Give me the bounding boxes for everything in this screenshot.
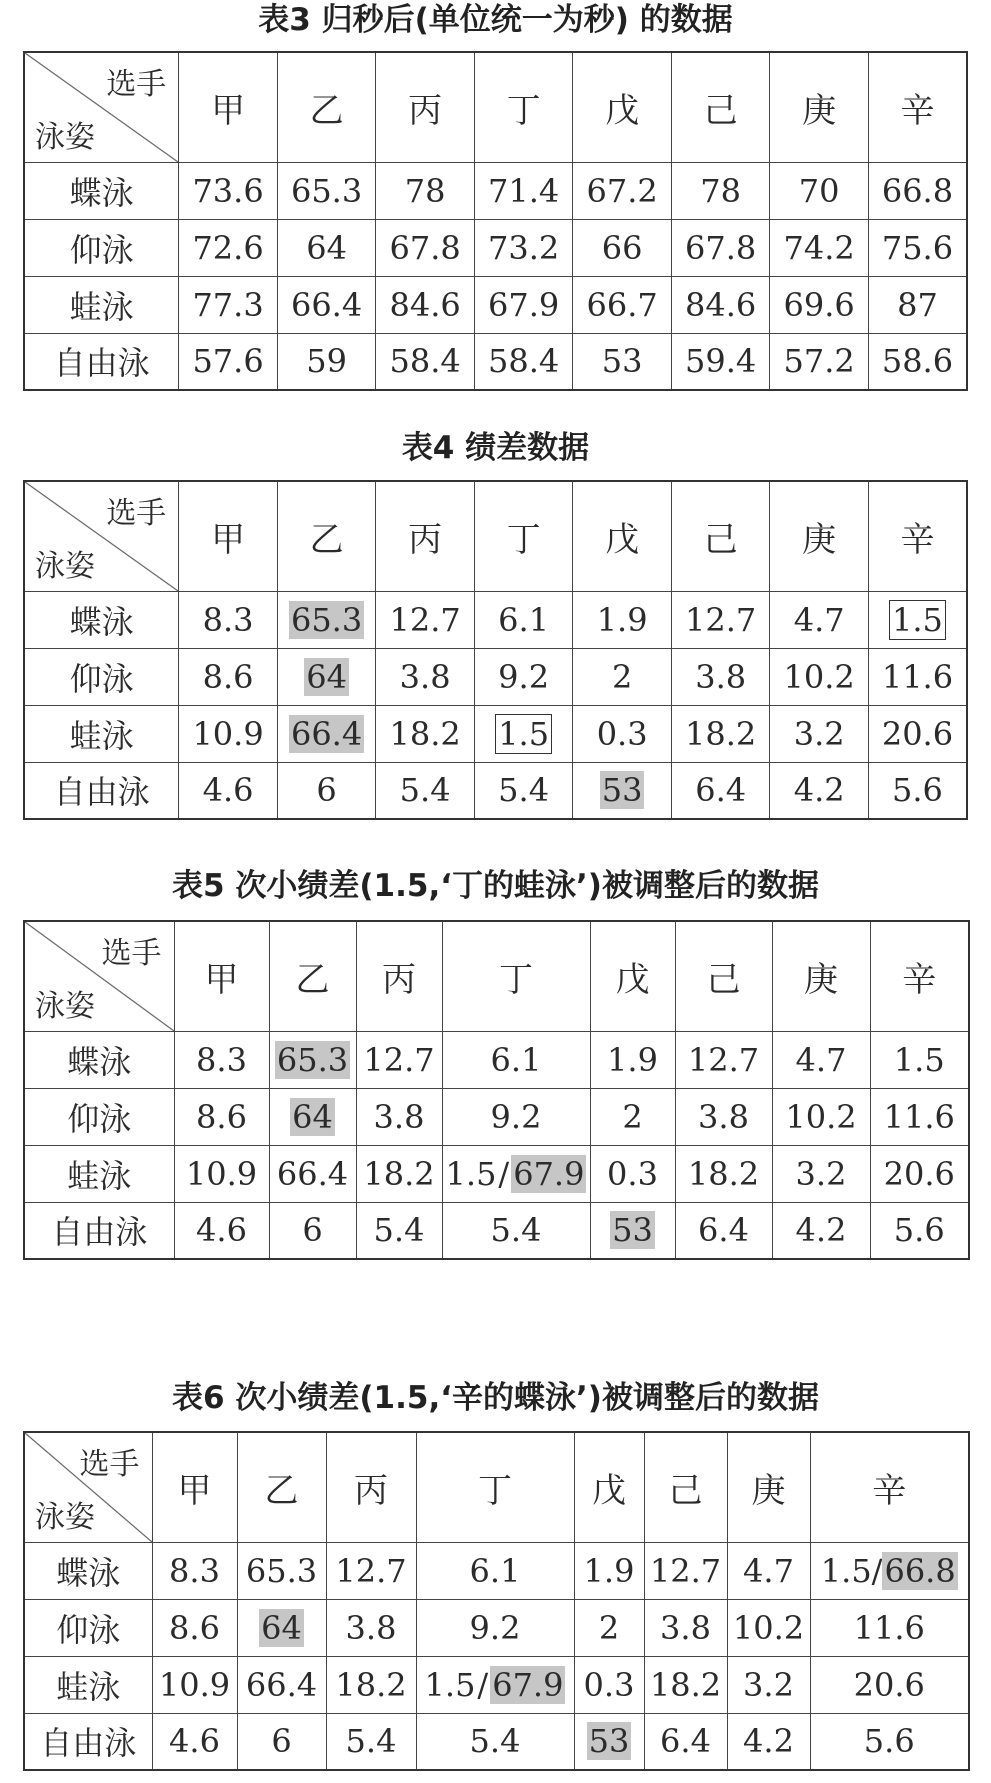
cell: 3.8 (326, 1599, 416, 1656)
corner-stroke-label: 泳姿 (35, 1499, 95, 1535)
cell: 53 (573, 333, 672, 390)
row-label: 自由泳 (24, 762, 179, 819)
cell: 12.7 (326, 1542, 416, 1599)
col-header: 乙 (277, 52, 376, 162)
cell: 4.6 (174, 1202, 269, 1259)
cell: 73.2 (474, 219, 573, 276)
col-header: 丙 (356, 921, 442, 1031)
cell: 2 (590, 1088, 675, 1145)
cell: 18.2 (644, 1656, 727, 1713)
col-header: 己 (675, 921, 772, 1031)
row-label: 仰泳 (24, 1088, 174, 1145)
cell: 78 (671, 162, 770, 219)
cell-highlighted (269, 1088, 356, 1145)
table-row (24, 1031, 969, 1088)
row-label: 自由泳 (24, 1202, 174, 1259)
table-row (24, 276, 967, 333)
col-header: 丁 (416, 1432, 574, 1542)
table-row (24, 1713, 969, 1770)
table-row (24, 1542, 969, 1599)
cell-highlighted (277, 648, 376, 705)
cell: 12.7 (644, 1542, 727, 1599)
table-row (24, 1656, 969, 1713)
col-header: 甲 (179, 481, 278, 591)
col-header: 丙 (376, 481, 475, 591)
cell: 3.8 (671, 648, 770, 705)
cell: 3.2 (770, 705, 869, 762)
col-header: 戊 (590, 921, 675, 1031)
col-header: 丙 (326, 1432, 416, 1542)
table6-caption: 表6 次小绩差(1.5,‘辛的蝶泳’)被调整后的数据 (172, 1380, 819, 1416)
highlighted-value: 64 (306, 657, 347, 696)
cell: 77.3 (179, 276, 278, 333)
cell-highlighted (269, 1031, 356, 1088)
cell: 0.3 (573, 705, 672, 762)
cell: 66.4 (237, 1656, 326, 1713)
cell-adjusted: 1.5/66.8 (810, 1542, 969, 1599)
cell: 64 (277, 219, 376, 276)
cell-highlighted (574, 1713, 644, 1770)
cell: 18.2 (671, 705, 770, 762)
cell: 59 (277, 333, 376, 390)
col-header: 乙 (269, 921, 356, 1031)
old-value: 1.5 (820, 1551, 872, 1590)
cell: 4.6 (179, 762, 278, 819)
cell: 12.7 (675, 1031, 772, 1088)
cell: 66.4 (269, 1145, 356, 1202)
cell: 72.6 (179, 219, 278, 276)
table-row (24, 1599, 969, 1656)
highlighted-value: 65.3 (276, 1040, 349, 1079)
table5-caption: 表5 次小绩差(1.5,‘丁的蛙泳’)被调整后的数据 (172, 868, 819, 904)
row-label: 蝶泳 (24, 1031, 174, 1088)
cell: 3.8 (376, 648, 475, 705)
cell: 6.1 (474, 591, 573, 648)
table-row (24, 1202, 969, 1259)
table-row (24, 1088, 969, 1145)
cell: 4.2 (727, 1713, 810, 1770)
cell-highlighted (237, 1599, 326, 1656)
col-header: 辛 (868, 481, 967, 591)
cell: 4.7 (727, 1542, 810, 1599)
highlighted-value: 64 (292, 1097, 333, 1136)
corner-stroke-label: 泳姿 (35, 119, 95, 155)
cell: 73.6 (179, 162, 278, 219)
cell: 71.4 (474, 162, 573, 219)
cell: 70 (770, 162, 869, 219)
table-row (24, 333, 967, 390)
cell: 20.6 (870, 1145, 969, 1202)
cell: 0.3 (590, 1145, 675, 1202)
row-label: 蝶泳 (24, 591, 179, 648)
row-label: 蝶泳 (24, 162, 179, 219)
cell: 20.6 (868, 705, 967, 762)
col-header: 丁 (442, 921, 590, 1031)
table-row (24, 762, 967, 819)
cell: 5.4 (376, 762, 475, 819)
table6 (23, 1431, 970, 1771)
row-label: 仰泳 (24, 648, 179, 705)
cell: 67.2 (573, 162, 672, 219)
row-label: 自由泳 (24, 1713, 152, 1770)
cell: 18.2 (356, 1145, 442, 1202)
cell: 9.2 (474, 648, 573, 705)
col-header: 辛 (868, 52, 967, 162)
corner-stroke-label: 泳姿 (35, 988, 95, 1024)
table3-caption: 表3 归秒后(单位统一为秒) 的数据 (258, 2, 733, 38)
col-header: 己 (671, 52, 770, 162)
cell: 10.2 (727, 1599, 810, 1656)
col-header: 戊 (573, 481, 672, 591)
cell: 2 (574, 1599, 644, 1656)
table-row (24, 219, 967, 276)
col-header: 庚 (772, 921, 870, 1031)
cell: 11.6 (868, 648, 967, 705)
cell: 1.9 (574, 1542, 644, 1599)
cell-adjusted: 1.5/ 67.9 (416, 1656, 574, 1713)
cell: 11.6 (870, 1088, 969, 1145)
cell: 87 (868, 276, 967, 333)
cell: 5.4 (326, 1713, 416, 1770)
cell: 18.2 (326, 1656, 416, 1713)
cell: 4.7 (772, 1031, 870, 1088)
row-label: 蛙泳 (24, 1656, 152, 1713)
cell: 8.3 (174, 1031, 269, 1088)
col-header: 辛 (870, 921, 969, 1031)
highlighted-value: 64 (261, 1608, 302, 1647)
cell: 84.6 (671, 276, 770, 333)
cell-highlighted (277, 705, 376, 762)
cell: 6 (277, 762, 376, 819)
cell: 67.8 (376, 219, 475, 276)
cell: 20.6 (810, 1656, 969, 1713)
row-label: 自由泳 (24, 333, 179, 390)
cell-highlighted (573, 762, 672, 819)
cell: 59.4 (671, 333, 770, 390)
table-row (24, 162, 967, 219)
cell-highlighted (590, 1202, 675, 1259)
cell: 1.5 (870, 1031, 969, 1088)
cell: 3.8 (356, 1088, 442, 1145)
table3 (23, 51, 968, 391)
cell: 3.2 (727, 1656, 810, 1713)
cell: 66.8 (868, 162, 967, 219)
cell: 69.6 (770, 276, 869, 333)
cell: 9.2 (416, 1599, 574, 1656)
col-header: 甲 (152, 1432, 237, 1542)
cell: 84.6 (376, 276, 475, 333)
cell: 5.6 (868, 762, 967, 819)
cell: 5.4 (356, 1202, 442, 1259)
cell: 8.6 (179, 648, 278, 705)
corner-athlete-label: 选手 (106, 496, 167, 531)
boxed-value: 1.5 (495, 714, 552, 754)
cell: 5.6 (870, 1202, 969, 1259)
cell: 57.6 (179, 333, 278, 390)
cell: 11.6 (810, 1599, 969, 1656)
cell: 3.2 (772, 1145, 870, 1202)
boxed-value: 1.5 (889, 600, 946, 640)
cell: 57.2 (770, 333, 869, 390)
cell: 0.3 (574, 1656, 644, 1713)
corner-athlete-label: 选手 (106, 67, 167, 102)
highlighted-value: 53 (601, 771, 643, 810)
table5-corner-header (24, 921, 174, 1031)
cell: 2 (573, 648, 672, 705)
row-label: 蛙泳 (24, 1145, 174, 1202)
cell: 66 (573, 219, 672, 276)
cell: 18.2 (376, 705, 475, 762)
cell: 4.2 (770, 762, 869, 819)
cell: 10.2 (770, 648, 869, 705)
col-header: 丁 (474, 52, 573, 162)
table4 (23, 480, 968, 820)
table6-corner-header (24, 1432, 152, 1542)
col-header: 庚 (727, 1432, 810, 1542)
cell: 6.4 (644, 1713, 727, 1770)
cell: 65.3 (237, 1542, 326, 1599)
cell: 78 (376, 162, 475, 219)
cell: 4.7 (770, 591, 869, 648)
col-header: 丁 (474, 481, 573, 591)
old-value: 1.5 (424, 1665, 476, 1704)
cell: 10.9 (152, 1656, 237, 1713)
col-header: 乙 (277, 481, 376, 591)
col-header: 丙 (376, 52, 475, 162)
corner-athlete-label: 选手 (79, 1447, 140, 1482)
adjusted-value: 66.8 (884, 1551, 956, 1590)
cell: 66.7 (573, 276, 672, 333)
table3-corner-header (24, 52, 179, 162)
adjusted-value: 67.9 (492, 1665, 564, 1704)
cell: 75.6 (868, 219, 967, 276)
row-label: 蛙泳 (24, 276, 179, 333)
cell: 74.2 (770, 219, 869, 276)
cell: 6.4 (671, 762, 770, 819)
col-header: 乙 (237, 1432, 326, 1542)
col-header: 庚 (770, 52, 869, 162)
adjusted-value: 67.9 (513, 1154, 585, 1193)
cell: 3.8 (644, 1599, 727, 1656)
cell: 10.9 (179, 705, 278, 762)
col-header: 庚 (770, 481, 869, 591)
cell: 5.4 (474, 762, 573, 819)
cell: 8.6 (152, 1599, 237, 1656)
highlighted-value: 65.3 (290, 600, 363, 639)
cell: 5.6 (810, 1713, 969, 1770)
col-header: 己 (671, 481, 770, 591)
cell: 10.9 (174, 1145, 269, 1202)
cell-highlighted (277, 591, 376, 648)
cell: 6.1 (442, 1031, 590, 1088)
cell: 12.7 (671, 591, 770, 648)
table4-caption: 表4 绩差数据 (401, 430, 590, 466)
col-header: 戊 (573, 52, 672, 162)
cell-boxed (474, 705, 573, 762)
cell-boxed (868, 591, 967, 648)
table5 (23, 920, 970, 1260)
row-label: 蛙泳 (24, 705, 179, 762)
table-row (24, 705, 967, 762)
cell: 4.6 (152, 1713, 237, 1770)
row-label: 仰泳 (24, 219, 179, 276)
old-value: 1.5 (445, 1154, 497, 1193)
col-header: 戊 (574, 1432, 644, 1542)
cell: 6.1 (416, 1542, 574, 1599)
corner-stroke-label: 泳姿 (35, 548, 95, 584)
cell: 8.6 (174, 1088, 269, 1145)
cell: 12.7 (356, 1031, 442, 1088)
highlighted-value: 53 (588, 1722, 630, 1761)
cell: 4.2 (772, 1202, 870, 1259)
highlighted-value: 53 (612, 1211, 653, 1250)
row-label: 蝶泳 (24, 1542, 152, 1599)
cell: 18.2 (675, 1145, 772, 1202)
cell-adjusted: 1.5/ 67.9 (442, 1145, 590, 1202)
cell: 8.3 (152, 1542, 237, 1599)
cell: 67.9 (474, 276, 573, 333)
cell: 58.4 (474, 333, 573, 390)
cell: 58.4 (376, 333, 475, 390)
cell: 1.9 (573, 591, 672, 648)
cell: 3.8 (675, 1088, 772, 1145)
cell: 8.3 (179, 591, 278, 648)
row-label: 仰泳 (24, 1599, 152, 1656)
table-row (24, 648, 967, 705)
cell: 10.2 (772, 1088, 870, 1145)
cell: 1.9 (590, 1031, 675, 1088)
cell: 6 (237, 1713, 326, 1770)
cell: 6.4 (675, 1202, 772, 1259)
cell: 6 (269, 1202, 356, 1259)
cell: 12.7 (376, 591, 475, 648)
col-header: 甲 (174, 921, 269, 1031)
cell: 66.4 (277, 276, 376, 333)
cell: 5.4 (416, 1713, 574, 1770)
col-header: 己 (644, 1432, 727, 1542)
cell: 5.4 (442, 1202, 590, 1259)
cell: 9.2 (442, 1088, 590, 1145)
table4-corner-header (24, 481, 179, 591)
corner-athlete-label: 选手 (101, 936, 162, 971)
col-header: 甲 (179, 52, 278, 162)
highlighted-value: 66.4 (290, 714, 363, 753)
cell: 67.8 (671, 219, 770, 276)
table-row (24, 591, 967, 648)
table-row (24, 1145, 969, 1202)
cell: 58.6 (868, 333, 967, 390)
col-header: 辛 (810, 1432, 969, 1542)
cell: 65.3 (277, 162, 376, 219)
